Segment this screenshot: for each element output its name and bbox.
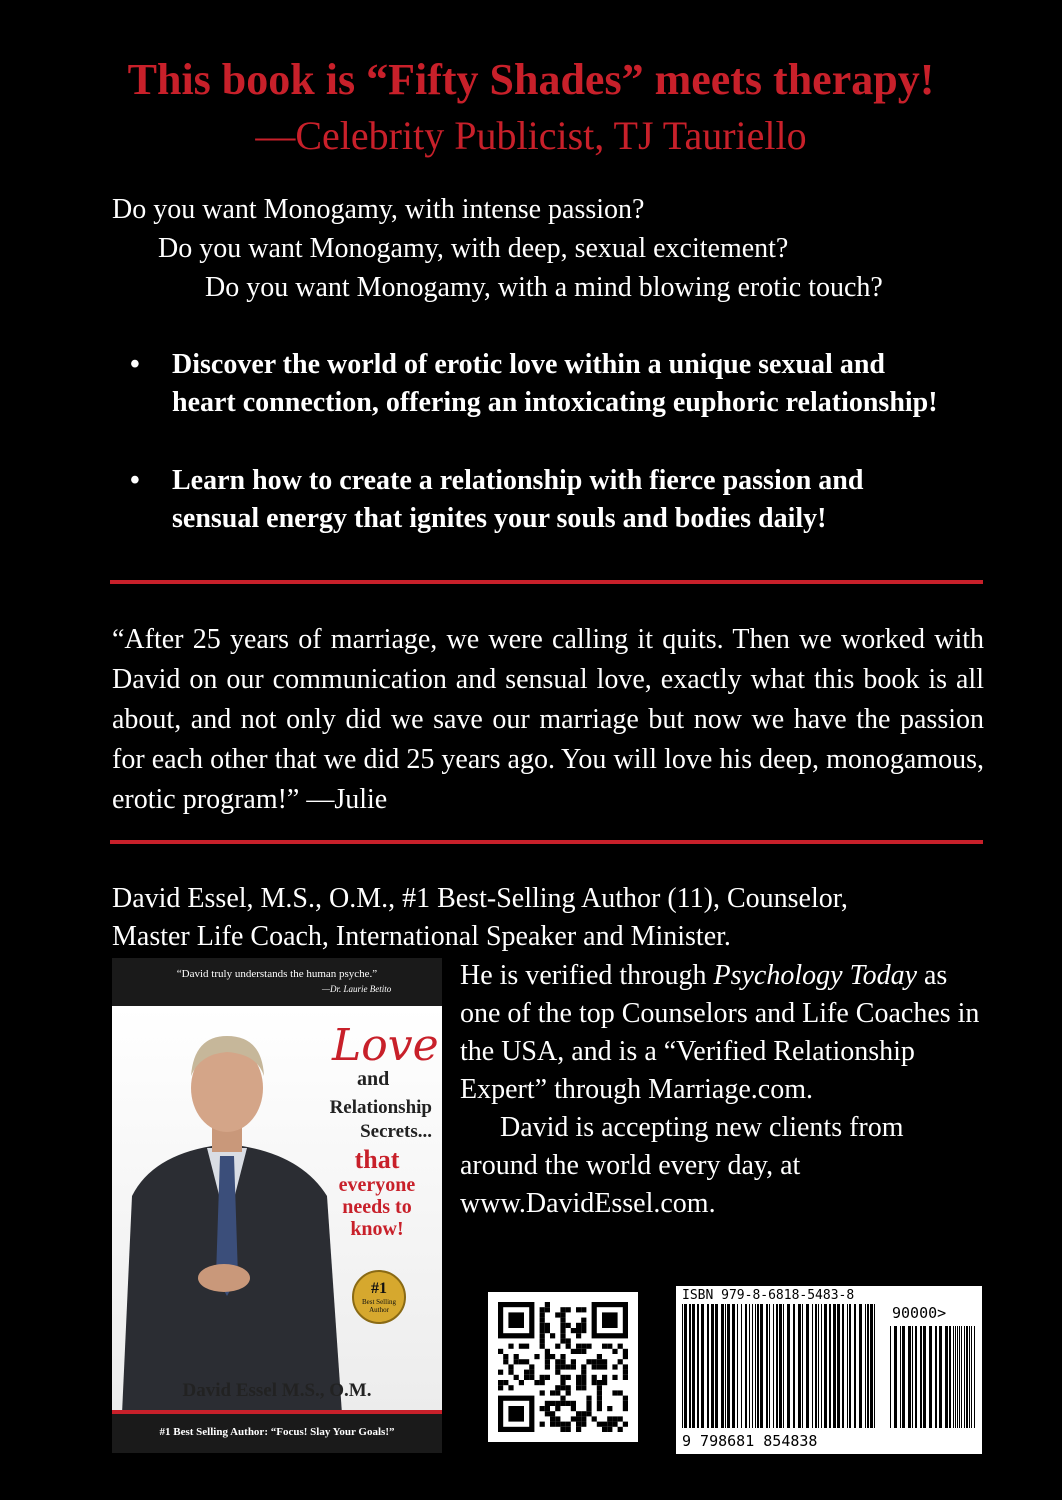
cover-bottom-text: #1 Best Selling Author: “Focus! Slay Your Goals!” — [159, 1426, 395, 1438]
cover-quote-attribution: —Dr. Laurie Betito — [322, 984, 392, 994]
bullet-dot: • — [130, 465, 140, 496]
cover-subtitle-4: know! — [350, 1218, 404, 1240]
bio-para-post: as one of the top Counselors and Life Coaches in the USA, and is a “Verified Relationship Expert” through Marriage.com. — [460, 960, 980, 1105]
question-3: Do you want Monogamy, with a mind blowing erotic touch? — [205, 272, 883, 303]
isbn-number: ISBN 979-8-6818-5483-8 — [682, 1288, 855, 1303]
bio-paragraph — [460, 957, 980, 1223]
bullet-1-line-1: Discover the world of erotic love within a unique sexual and — [172, 349, 885, 380]
bullet-dot: • — [130, 349, 140, 380]
bullet-item-1 — [130, 346, 1030, 426]
bullet-item-2 — [130, 462, 1030, 542]
barcode-bars — [676, 1304, 982, 1432]
cover-subtitle-3: needs to — [342, 1196, 412, 1218]
divider-top — [110, 580, 983, 584]
testimonial-quote: “After 25 years of marriage, we were calling it quits. Then we worked with David on our communication and sensual love, exactly what this book is all about, and not only did we save our marriage but now we have the passion for each other that we did 25 years ago. You will love his deep, monogamous, erotic program!” —Julie — [112, 624, 984, 815]
question-2: Do you want Monogamy, with deep, sexual excitement? — [158, 233, 789, 264]
badge-number: #1 — [371, 1280, 387, 1297]
bullet-1-line-2: heart connection, offering an intoxicating euphoric relationship! — [172, 387, 938, 418]
headline-title: This book is “Fifty Shades” meets therapy! — [127, 55, 935, 104]
badge-text: Best Selling Author — [361, 1298, 397, 1314]
bio-line-1: David Essel, M.S., O.M., #1 Best-Selling Author (11), Counselor, — [112, 883, 848, 914]
cover-top-band — [112, 958, 442, 1006]
book-cover-image — [112, 958, 442, 1453]
qr-code-pattern — [488, 1292, 638, 1442]
bio-line-2: Master Life Coach, International Speaker and Minister. — [112, 921, 731, 952]
bullet-2-line-2: sensual energy that ignites your souls and bodies daily! — [172, 503, 827, 534]
cover-title-love: Love — [332, 1020, 439, 1071]
cover-quote: “David truly understands the human psyche.” — [176, 968, 378, 980]
bio-para-italic: Psychology Today — [713, 960, 917, 991]
cover-subtitle-1: that — [354, 1145, 400, 1174]
cover-author-name: David Essel M.S., O.M. — [182, 1380, 372, 1401]
bio-paragraph-2: David is accepting new clients from around the world every day, at www.DavidEssel.com. — [460, 1112, 904, 1219]
divider-bottom — [110, 840, 983, 844]
price-code: 90000> — [892, 1304, 947, 1322]
cover-title-rel-2: Secrets... — [360, 1121, 432, 1142]
bio-para-pre: He is verified through — [460, 960, 714, 991]
barcode-digits: 9 798681 854838 — [682, 1432, 818, 1450]
cover-subtitle-2: everyone — [338, 1174, 416, 1196]
cover-subtitle — [322, 1146, 432, 1240]
headline-attribution: —Celebrity Publicist, TJ Tauriello — [255, 113, 807, 158]
question-1: Do you want Monogamy, with intense passion? — [112, 194, 645, 225]
cover-bottom-band — [112, 1414, 442, 1453]
cover-title-relationship — [282, 1096, 432, 1144]
bestseller-badge — [352, 1270, 406, 1324]
bullet-2-line-1: Learn how to create a relationship with fierce passion and — [172, 465, 864, 496]
qr-code — [488, 1292, 638, 1442]
isbn-barcode — [676, 1286, 982, 1454]
cover-title-and: and — [357, 1068, 390, 1090]
cover-title-rel-1: Relationship — [329, 1097, 432, 1118]
